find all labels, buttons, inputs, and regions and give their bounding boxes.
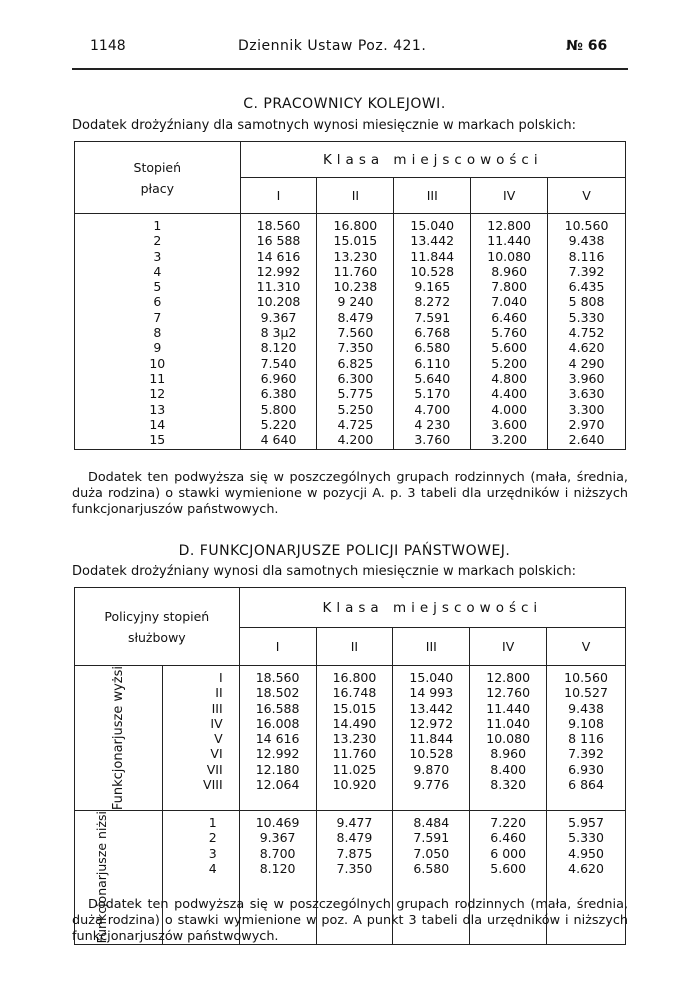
section-d-note: [72, 897, 628, 945]
value-cell: 5.330: [568, 830, 604, 846]
value-column: [240, 214, 317, 450]
grade-column: [162, 666, 239, 811]
value-cell: 6.460: [491, 309, 528, 325]
grade-cell: VI: [210, 746, 223, 762]
value-cell: 5.800: [260, 401, 297, 417]
grade-cell: II: [215, 685, 223, 701]
value-cell: 9.108: [568, 715, 604, 731]
value-cell: 12.064: [255, 777, 300, 793]
grade-cell: 1: [153, 218, 162, 233]
value-cell: 6.110: [414, 355, 451, 371]
value-cell: 10.469: [255, 815, 300, 831]
value-cell: 6.580: [414, 340, 451, 356]
value-cell: 4.620: [568, 340, 605, 356]
grade-cell: 12: [149, 386, 166, 402]
value-column: [548, 214, 626, 450]
grade-cell: 3: [208, 845, 217, 861]
class-header: V: [547, 628, 626, 666]
value-column: [393, 666, 470, 811]
class-header: I: [240, 178, 317, 214]
value-cell: 4.752: [568, 325, 605, 341]
value-cell: 12.992: [255, 746, 300, 762]
value-column: [471, 214, 548, 450]
value-cell: 7.220: [490, 815, 527, 831]
value-cell: 8.116: [568, 248, 605, 264]
value-cell: 3.300: [568, 401, 605, 417]
value-cell: 6.930: [568, 761, 604, 777]
value-cell: 7.591: [414, 309, 451, 325]
value-cell: 7.350: [337, 340, 374, 356]
grade-cell: 3: [153, 248, 162, 264]
value-cell: 10.920: [332, 777, 377, 793]
value-cell: 3.600: [491, 416, 528, 432]
value-cell: 9.165: [414, 279, 451, 295]
value-cell: 16.800: [333, 218, 378, 233]
value-cell: 6.435: [568, 279, 605, 295]
section-d-title: D. FUNKCJONARJUSZE POLICJI PAŃSTWOWEJ.: [178, 543, 511, 559]
value-cell: 4.200: [337, 432, 374, 448]
grade-cell: VII: [206, 761, 223, 777]
group-label-lower-text: Funkcjonarjusze niżsi: [94, 811, 110, 944]
value-cell: 6.460: [490, 830, 527, 846]
value-cell: 8.120: [260, 340, 297, 356]
value-cell: 14.490: [332, 715, 377, 731]
value-cell: 7.540: [260, 355, 297, 371]
value-cell: 3.630: [568, 386, 605, 402]
value-cell: 6.768: [414, 325, 451, 341]
value-cell: 4.400: [491, 386, 528, 402]
value-cell: 10.080: [487, 248, 532, 264]
value-cell: 7.560: [337, 325, 374, 341]
grade-cell: III: [211, 700, 223, 716]
value-cell: 5.220: [260, 416, 297, 432]
value-cell: 15.015: [332, 700, 377, 716]
value-cell: 11.760: [332, 746, 377, 762]
value-cell: 2.970: [568, 416, 605, 432]
grade-cell: V: [214, 731, 223, 747]
value-cell: 10.560: [564, 670, 608, 685]
grade-cell: 9: [153, 340, 162, 356]
value-cell: 8.479: [336, 830, 373, 846]
grade-cell: 13: [149, 401, 166, 417]
class-group-header: Klasa miejscowości: [239, 588, 625, 628]
value-cell: 8.400: [490, 761, 527, 777]
value-column: [547, 666, 626, 811]
value-column: [317, 214, 394, 450]
value-cell: 6.380: [260, 386, 297, 402]
page-number: 1148: [90, 38, 126, 54]
class-header: IV: [471, 178, 548, 214]
row-header-grade: [75, 142, 241, 214]
value-cell: 9.438: [568, 700, 604, 716]
grade-cell: 14: [149, 416, 166, 432]
grade-cell: 10: [149, 355, 166, 371]
class-header: V: [548, 178, 626, 214]
grade-cell: 4: [208, 861, 217, 877]
value-cell: 2.640: [568, 432, 605, 448]
value-cell: 14 616: [255, 731, 300, 747]
value-cell: 11.440: [486, 700, 531, 716]
grade-cell: 4: [153, 263, 162, 279]
value-cell: 7.591: [413, 830, 450, 846]
value-cell: 4.000: [491, 401, 528, 417]
value-cell: 3.960: [568, 370, 605, 386]
value-cell: 10.527: [564, 685, 608, 701]
value-cell: 11.440: [487, 233, 532, 249]
value-cell: 6 864: [568, 777, 604, 793]
section-c-note: [72, 470, 628, 518]
value-cell: 8.960: [490, 746, 527, 762]
grade-cell: 8: [153, 325, 162, 341]
value-cell: 5.775: [337, 386, 374, 402]
value-column: [394, 214, 471, 450]
class-header: IV: [470, 628, 547, 666]
row-header-rank: [75, 588, 240, 666]
value-cell: 5.760: [491, 325, 528, 341]
value-cell: 10.208: [256, 294, 301, 310]
value-cell: 18.502: [255, 685, 300, 701]
journal-title: Dziennik Ustaw Poz. 421.: [238, 38, 427, 54]
value-cell: 4.950: [568, 845, 604, 861]
value-cell: 14 993: [409, 685, 454, 701]
value-cell: 16.800: [332, 670, 377, 685]
value-cell: 5.170: [414, 386, 451, 402]
class-header: III: [394, 178, 471, 214]
value-cell: 13.230: [333, 248, 378, 264]
value-cell: 8 116: [568, 731, 604, 747]
row-header-line1: Stopień: [133, 159, 182, 175]
value-cell: 9.776: [413, 777, 450, 793]
group-label-upper: [75, 666, 163, 811]
value-cell: 8.700: [259, 845, 296, 861]
value-cell: 7.040: [491, 294, 528, 310]
value-cell: 4.725: [337, 416, 374, 432]
value-cell: 14 616: [256, 248, 301, 264]
value-cell: 16 588: [256, 233, 301, 249]
value-cell: 5.957: [568, 815, 604, 831]
value-cell: 8.484: [413, 815, 450, 831]
value-cell: 6.300: [337, 370, 374, 386]
value-cell: 5 808: [568, 294, 605, 310]
value-cell: 5.200: [491, 355, 528, 371]
value-cell: 9.870: [413, 761, 450, 777]
value-cell: 4.700: [414, 401, 451, 417]
value-cell: 12.180: [255, 761, 300, 777]
value-cell: 13.442: [410, 233, 455, 249]
value-cell: 6.825: [337, 355, 374, 371]
value-cell: 4 230: [414, 416, 451, 432]
class-header: II: [317, 178, 394, 214]
class-header: II: [316, 628, 393, 666]
value-cell: 12.800: [487, 218, 532, 233]
value-cell: 5.600: [491, 340, 528, 356]
value-cell: 6.960: [260, 370, 297, 386]
grade-cell: 5: [153, 279, 162, 295]
value-cell: 16.008: [255, 715, 300, 731]
value-cell: 5.640: [414, 370, 451, 386]
grade-cell: IV: [210, 715, 223, 731]
value-cell: 10.238: [333, 279, 378, 295]
value-cell: 15.015: [333, 233, 378, 249]
value-cell: 12.972: [409, 715, 454, 731]
value-cell: 10.080: [486, 731, 531, 747]
value-cell: 16.748: [332, 685, 377, 701]
class-group-header: Klasa miejscowości: [240, 142, 625, 178]
table-railway-workers: [74, 141, 626, 450]
value-cell: 10.560: [564, 218, 609, 233]
value-cell: 4.620: [568, 861, 604, 877]
section-c-title: C. PRACOWNICY KOLEJOWI.: [243, 96, 446, 112]
value-cell: 11.760: [333, 263, 378, 279]
value-cell: 8.120: [259, 861, 296, 877]
grade-cell: 11: [149, 370, 166, 386]
value-cell: 9.367: [259, 830, 296, 846]
value-cell: 18.560: [256, 218, 301, 233]
value-cell: 8.960: [491, 263, 528, 279]
grade-cell: 7: [153, 309, 162, 325]
value-cell: 12.992: [256, 263, 301, 279]
group-label-upper-text: Funkcjonarjusze wyżsi: [110, 666, 126, 811]
value-cell: 11.040: [486, 715, 531, 731]
row-header-line2: służbowy: [127, 629, 186, 645]
value-cell: 11.025: [332, 761, 377, 777]
value-cell: 5.250: [337, 401, 374, 417]
value-cell: 12.800: [486, 670, 531, 685]
table-state-police: [74, 587, 626, 945]
section-c-subtitle: Dodatek drożyźniany dla samotnych wynosi miesięcznie w markach polskich:: [72, 118, 576, 133]
value-cell: 8 3µ2: [260, 325, 297, 341]
value-cell: 7.800: [491, 279, 528, 295]
section-d-note-text: Dodatek ten podwyższa się w poszczególnych grupach rodzinnych (mała, średnia, duża rodzina) o stawki wymienione w poz. A punkt 3 tabeli dla urzędników i niższych funkcjonarjuszów państwowych.: [72, 897, 628, 944]
value-cell: 9.438: [568, 233, 605, 249]
value-cell: 9.367: [260, 309, 297, 325]
value-cell: 13.442: [409, 700, 454, 716]
value-cell: 18.560: [255, 670, 300, 685]
class-header: I: [239, 628, 316, 666]
value-cell: 7.392: [568, 263, 605, 279]
value-cell: 5.330: [568, 309, 605, 325]
grade-cell: 6: [153, 294, 162, 310]
grade-cell: VIII: [203, 777, 223, 793]
value-cell: 10.528: [409, 746, 454, 762]
grade-column: [75, 214, 241, 450]
value-cell: 11.844: [409, 731, 454, 747]
value-cell: 11.844: [410, 248, 455, 264]
grade-cell: 2: [153, 233, 162, 249]
class-header: III: [393, 628, 470, 666]
value-cell: 4.800: [491, 370, 528, 386]
value-cell: 9.477: [336, 815, 373, 831]
value-column: [470, 666, 547, 811]
value-cell: 4 290: [568, 355, 605, 371]
value-cell: 13.230: [332, 731, 377, 747]
value-cell: 5.600: [490, 861, 527, 877]
value-cell: 7.875: [336, 845, 373, 861]
grade-cell: 15: [149, 432, 166, 448]
row-header-line1: Policyjny stopień: [104, 608, 210, 624]
value-cell: 8.479: [337, 309, 374, 325]
value-cell: 8.320: [490, 777, 527, 793]
value-column: [239, 666, 316, 811]
value-cell: 7.392: [568, 746, 604, 762]
issue-number: № 66: [566, 38, 608, 54]
value-cell: 3.200: [491, 432, 528, 448]
value-cell: 6.580: [413, 861, 450, 877]
value-cell: 9 240: [337, 294, 374, 310]
grade-cell: 2: [208, 830, 217, 846]
header-rule: [72, 68, 628, 70]
value-cell: 3.760: [414, 432, 451, 448]
value-cell: 16.588: [255, 700, 300, 716]
value-cell: 7.050: [413, 845, 450, 861]
section-c-note-text: Dodatek ten podwyższa się w poszczególnych grupach rodzinnych (mała, średnia, duża rodzina) o stawki wymienione w pozycji A. p. 3 tabeli dla urzędników i niższych funkcjonarjuszów państwowych.: [72, 470, 628, 517]
row-header-line2: płacy: [140, 180, 174, 196]
grade-cell: I: [218, 670, 223, 685]
section-d-subtitle: Dodatek drożyźniany wynosi dla samotnych miesięcznie w markach polskich:: [72, 564, 576, 579]
value-cell: 12.760: [486, 685, 531, 701]
value-cell: 7.350: [336, 861, 373, 877]
value-cell: 10.528: [410, 263, 455, 279]
value-cell: 15.040: [410, 218, 455, 233]
value-cell: 15.040: [409, 670, 454, 685]
value-cell: 4 640: [260, 432, 297, 448]
value-column: [316, 666, 393, 811]
value-cell: 6 000: [490, 845, 527, 861]
value-cell: 8.272: [414, 294, 451, 310]
value-cell: 11.310: [256, 279, 301, 295]
grade-cell: 1: [208, 815, 217, 831]
